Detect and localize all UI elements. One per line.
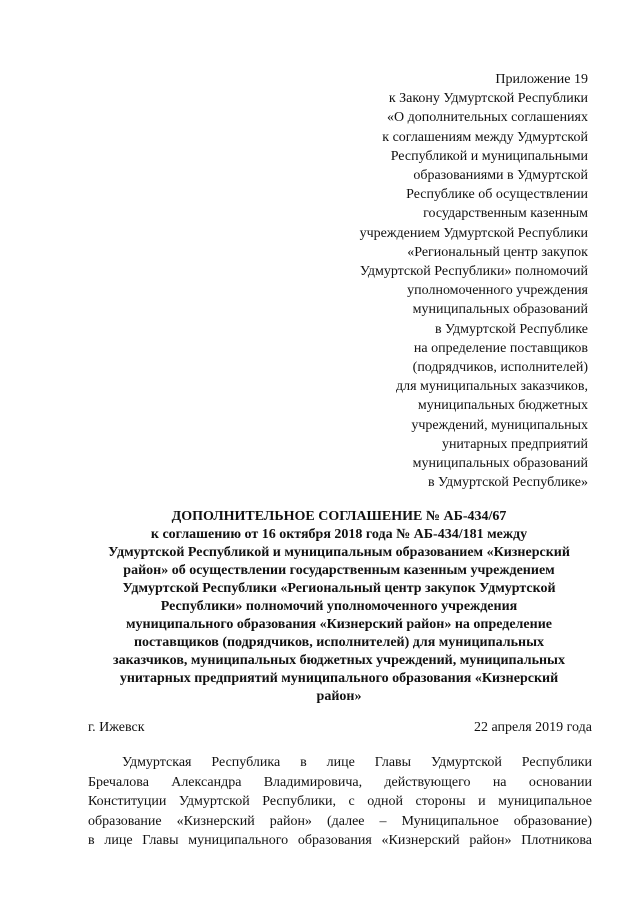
appendix-line: муниципальных образований (412, 302, 588, 318)
body-line: образование «Кизнерский район» (далее – Муниципальное образование) (88, 813, 592, 829)
title-line: Удмуртской Республикой и муниципальным образованием «Кизнерский (108, 545, 570, 560)
title-line: ДОПОЛНИТЕЛЬНОЕ СОГЛАШЕНИЕ № АБ-434/67 (171, 509, 507, 524)
title-line: Удмуртской Республики «Региональный центр закупок Удмуртской (122, 581, 556, 596)
title-line: унитарных предприятий муниципального образования «Кизнерский (119, 671, 559, 686)
appendix-line: к Закону Удмуртской Республики (388, 91, 588, 107)
title-line: заказчиков, муниципальных бюджетных учреждений, муниципальных (113, 653, 565, 668)
appendix-line: образованиями в Удмуртской (413, 168, 588, 184)
title-line: к соглашению от 16 октября 2018 года № АБ-434/181 между (150, 527, 528, 542)
appendix-line: Удмуртской Республики» полномочий (359, 264, 588, 280)
appendix-line: «Региональный центр закупок (407, 244, 588, 260)
appendix-line: муниципальных бюджетных (417, 398, 588, 414)
appendix-header (288, 70, 588, 492)
document-title (80, 508, 598, 706)
title-line: район» (316, 689, 362, 704)
body-line: в лице Главы муниципального образования «Кизнерский район» Плотникова (88, 833, 592, 849)
appendix-line: (подрядчиков, исполнителей) (412, 360, 588, 376)
appendix-line: уполномоченного учреждения (407, 283, 588, 299)
appendix-line: для муниципальных заказчиков, (395, 379, 588, 395)
place-of-signing: г. Ижевск (88, 720, 145, 735)
appendix-line: к соглашениям между Удмуртской (382, 129, 588, 145)
appendix-line: в Удмуртской Республике (434, 321, 588, 337)
appendix-line: в Удмуртской Республике» (427, 475, 588, 491)
body-line: Конституции Удмуртской Республики, с одной стороны и муниципальное (88, 794, 592, 810)
appendix-line: Республике об осуществлении (406, 187, 588, 203)
title-line: муниципального образования «Кизнерский район» на определение (126, 617, 552, 632)
appendix-line: муниципальных образований (412, 456, 588, 472)
appendix-line: Приложение 19 (495, 72, 588, 87)
signing-date: 22 апреля 2019 года (474, 720, 592, 735)
appendix-line: на определение поставщиков (413, 340, 588, 356)
body-line: Удмуртская Республика в лице Главы Удмуртской Республики (122, 755, 592, 770)
appendix-line: унитарных предприятий (441, 436, 588, 452)
appendix-line: Республикой и муниципальными (390, 148, 588, 164)
agreement-body (88, 753, 592, 851)
title-line: Республики» полномочий уполномоченного учреждения (160, 599, 518, 614)
appendix-line: учреждений, муниципальных (411, 417, 588, 433)
appendix-line: учреждением Удмуртской Республики (359, 225, 588, 241)
appendix-line: государственным казенным (423, 206, 588, 222)
title-line: поставщиков (подрядчиков, исполнителей) для муниципальных (133, 635, 545, 650)
appendix-line: «О дополнительных соглашениях (387, 110, 588, 126)
body-line: Бречалова Александра Владимировича, действующего на основании (88, 774, 592, 790)
title-line: район» об осуществлении государственным казенным учреждением (123, 563, 555, 578)
